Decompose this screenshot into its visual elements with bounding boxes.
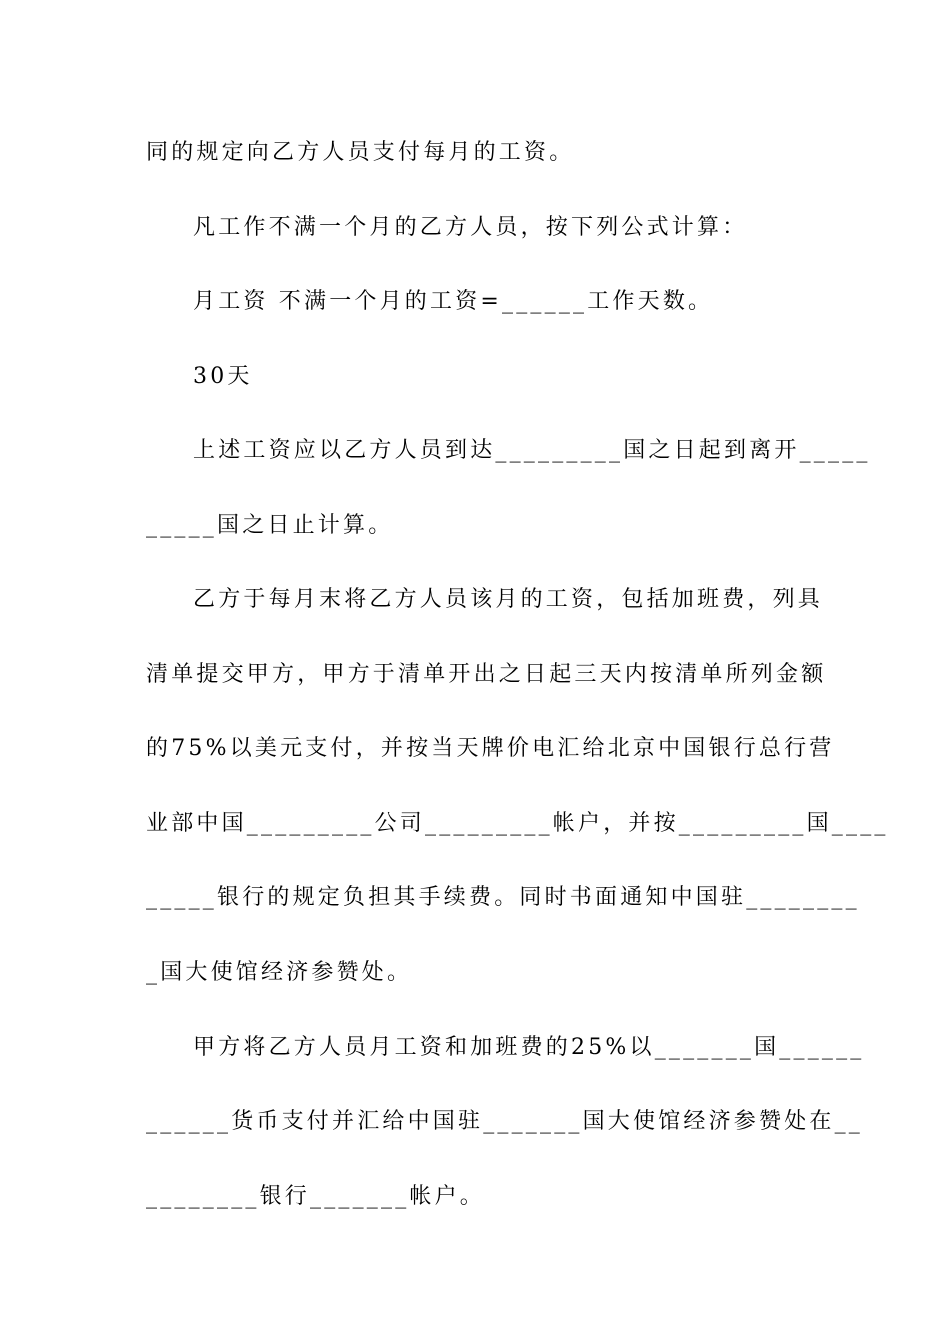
paragraph-line: _____银行的规定负担其手续费。同时书面通知中国驻________ [146,885,860,910]
paragraph-line: ______货币支付并汇给中国驻_______国大使馆经济参赞处在__ [146,1109,864,1134]
paragraph-line: 同的规定向乙方人员支付每月的工资。 [146,140,575,165]
paragraph-line: ________银行_______帐户。 [146,1184,486,1209]
paragraph-line: _____国之日止计算。 [146,513,394,538]
paragraph-line: 乙方于每月末将乙方人员该月的工资，包括加班费，列具 [193,587,824,612]
paragraph-line: 业部中国_________公司_________帐户，并按_________国____ [146,811,889,836]
paragraph-line: 的75%以美元支付，并按当天牌价电汇给北京中国银行总行营 [146,736,835,761]
paragraph-line: 上述工资应以乙方人员到达_________国之日起到离开_____ [193,438,871,463]
paragraph-line: 清单提交甲方，甲方于清单开出之日起三天内按清单所列金额 [146,662,827,687]
paragraph-line: 凡工作不满一个月的乙方人员，按下列公式计算： [193,215,748,240]
formula-denominator: 30天 [193,364,253,389]
paragraph-line: _国大使馆经济参赞处。 [146,960,413,985]
paragraph-line: 甲方将乙方人员月工资和加班费的25%以_______国______ [193,1035,865,1060]
formula-line: 月工资 不满一个月的工资=______工作天数。 [193,289,714,314]
